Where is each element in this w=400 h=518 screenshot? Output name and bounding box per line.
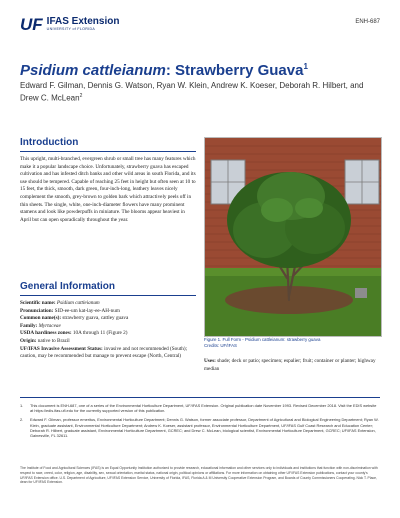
author-names: Edward F. Gilman, Dennis G. Watson, Ryan W. Klein, Andrew K. Koeser, Deborah R. Hilbert, and Drew C. McLean [20,81,364,103]
uses-value: shade; deck or patio; specimen; espalier; fruit; container or planter; highway median [204,358,376,372]
document-number: ENH-687 [355,19,380,25]
footnote-number: 2. [20,417,24,423]
introduction-section [20,137,196,224]
info-value: 10A through 11 (Figure 2) [72,330,128,337]
general-information-heading: General Information [20,281,116,292]
authors-footnote-mark: 2 [79,93,83,99]
info-row-origin [20,338,196,346]
institute-statement: The Institute of Food and Agricultural Sciences (IFAS) is an Equal Opportunity Institution authorized to provide research, educational information and other services only to individuals and institutions that function with non-discrimination with respect to race, creed, color, religion, age, disability, sex, sexual orientation, marital status, national origin, political opinions or affiliations. For more information on obtaining other UF/IFAS Extension publications, contact your county's UF/IFAS Extension office. U.S. Department of Agriculture, UF/IFAS Extension Service, University of Florida, IFAS, Florida A & M University Cooperative Extension Program, and Boards of County Commissioners Cooperating. Nick T. Place, dean for UF/IFAS Extension. [20,466,378,485]
footnote-text: Edward F. Gilman, professor emeritus, Environmental Horticulture Department; Dennis G. Watson, former associate professor, Department of Agricultural and Biological Engineering Department; Ryan W. Klein, graduate assistant, Environmental Horticulture Department; Andrew K. Koeser, assistant professor, Environmental Horticulture Department, UF/IFAS Gulf Coast Research and Education Center; Deborah R. Hilbert, graduate assistant, Environmental Horticulture Department, GCREC; and Drew C. McLean, biological scientist, Environmental Horticulture Department, GCREC; UF/IFAS Extension, Gainesville, FL 32611. [30,417,379,439]
tree-photo-illustration [205,138,381,336]
general-information-list [20,300,196,361]
title-species: Psidium cattleianum [20,62,166,79]
info-label: Common name(s): [20,315,62,322]
authors-line [20,80,382,104]
info-row-hardiness-zones [20,330,196,338]
info-value: Psidium cattleianum [56,300,100,306]
uses-label: Uses: [204,358,216,365]
footnotes [20,403,380,442]
info-label: Pronunciation: [20,307,54,314]
introduction-heading: Introduction [20,137,79,148]
figure-credits: Credits: UF/IFAS [204,342,237,348]
info-value: Myrtaceae [38,322,61,329]
footnote-item [20,403,380,413]
introduction-body: This upright, multi-branched, evergreen shrub or small tree has many features which make it a popular landscape choice. Unfortunately, strawberry guava has escaped cultivation and has infested ditch banks and other wild areas in south Florida, and its use should be tempered. Capable of reaching 25 feet in height but often seen at 10 to 15 feet, the thick, smooth, dark green, four-inch-long, leathery leaves nicely complement the smooth, grey-brown to golden bark which attractively peels off in thin sheets. The single, white, one-inch-diameter flowers have many prominent stamens and look like powderpuffs in miniature. The blooms appear heaviest in April but can open sporadically throughout the year. [20,156,196,223]
info-value: SID-ee-um kat-lay-ee-AH-num [54,307,120,314]
uf-ifas-logo[interactable] [20,16,119,33]
info-value: native to Brazil [37,337,70,344]
title-footnote-mark: 1 [303,62,308,71]
uses-paragraph [204,358,380,373]
info-row-invasive-status [20,346,196,361]
logo-sub-text: UNIVERSITY of FLORIDA [46,27,96,31]
figure-caption-text: Figure 1. Full Form - Psidium cattleianum: strawberry guava [204,337,321,342]
section-rule [20,295,196,296]
title-common-name: : Strawberry Guava [165,62,304,79]
page-title [20,58,390,80]
info-value: invasive and not recommended (South); caution, may be recommended but manage to prevent escape (North, Central) [20,345,188,360]
info-label: Origin: [20,337,37,344]
figure-caption [204,337,380,348]
footnote-number: 1. [20,403,24,408]
info-label: UF/IFAS Invasive Assessment Status: [20,345,103,352]
logo-wordmark [47,16,120,32]
uf-logo-mark: UF [20,15,43,34]
page-header [20,16,380,40]
footnote-item [20,417,380,438]
section-rule [20,151,196,152]
figure-photo-strawberry-guava [204,137,382,337]
footnote-divider [20,397,380,398]
info-label: USDA hardiness zones: [20,330,72,337]
info-label: Family: [20,322,38,329]
info-value: strawberry guava, cattley guava [62,315,129,322]
general-information-section [20,281,196,361]
footnote-text: This document is ENH-687, one of a series of the Environmental Horticulture Department, UF/IFAS Extension. Original publication date November 1993. Revised December 2018. Visit the EDIS website at https://edis.ifas.ufl.edu for the currently supported version of this publication. [30,403,377,414]
logo-main-text: IFAS Extension [46,16,120,27]
info-row-scientific-name [20,300,196,308]
info-row-common-names [20,315,196,323]
info-label: Scientific name: [20,300,56,306]
